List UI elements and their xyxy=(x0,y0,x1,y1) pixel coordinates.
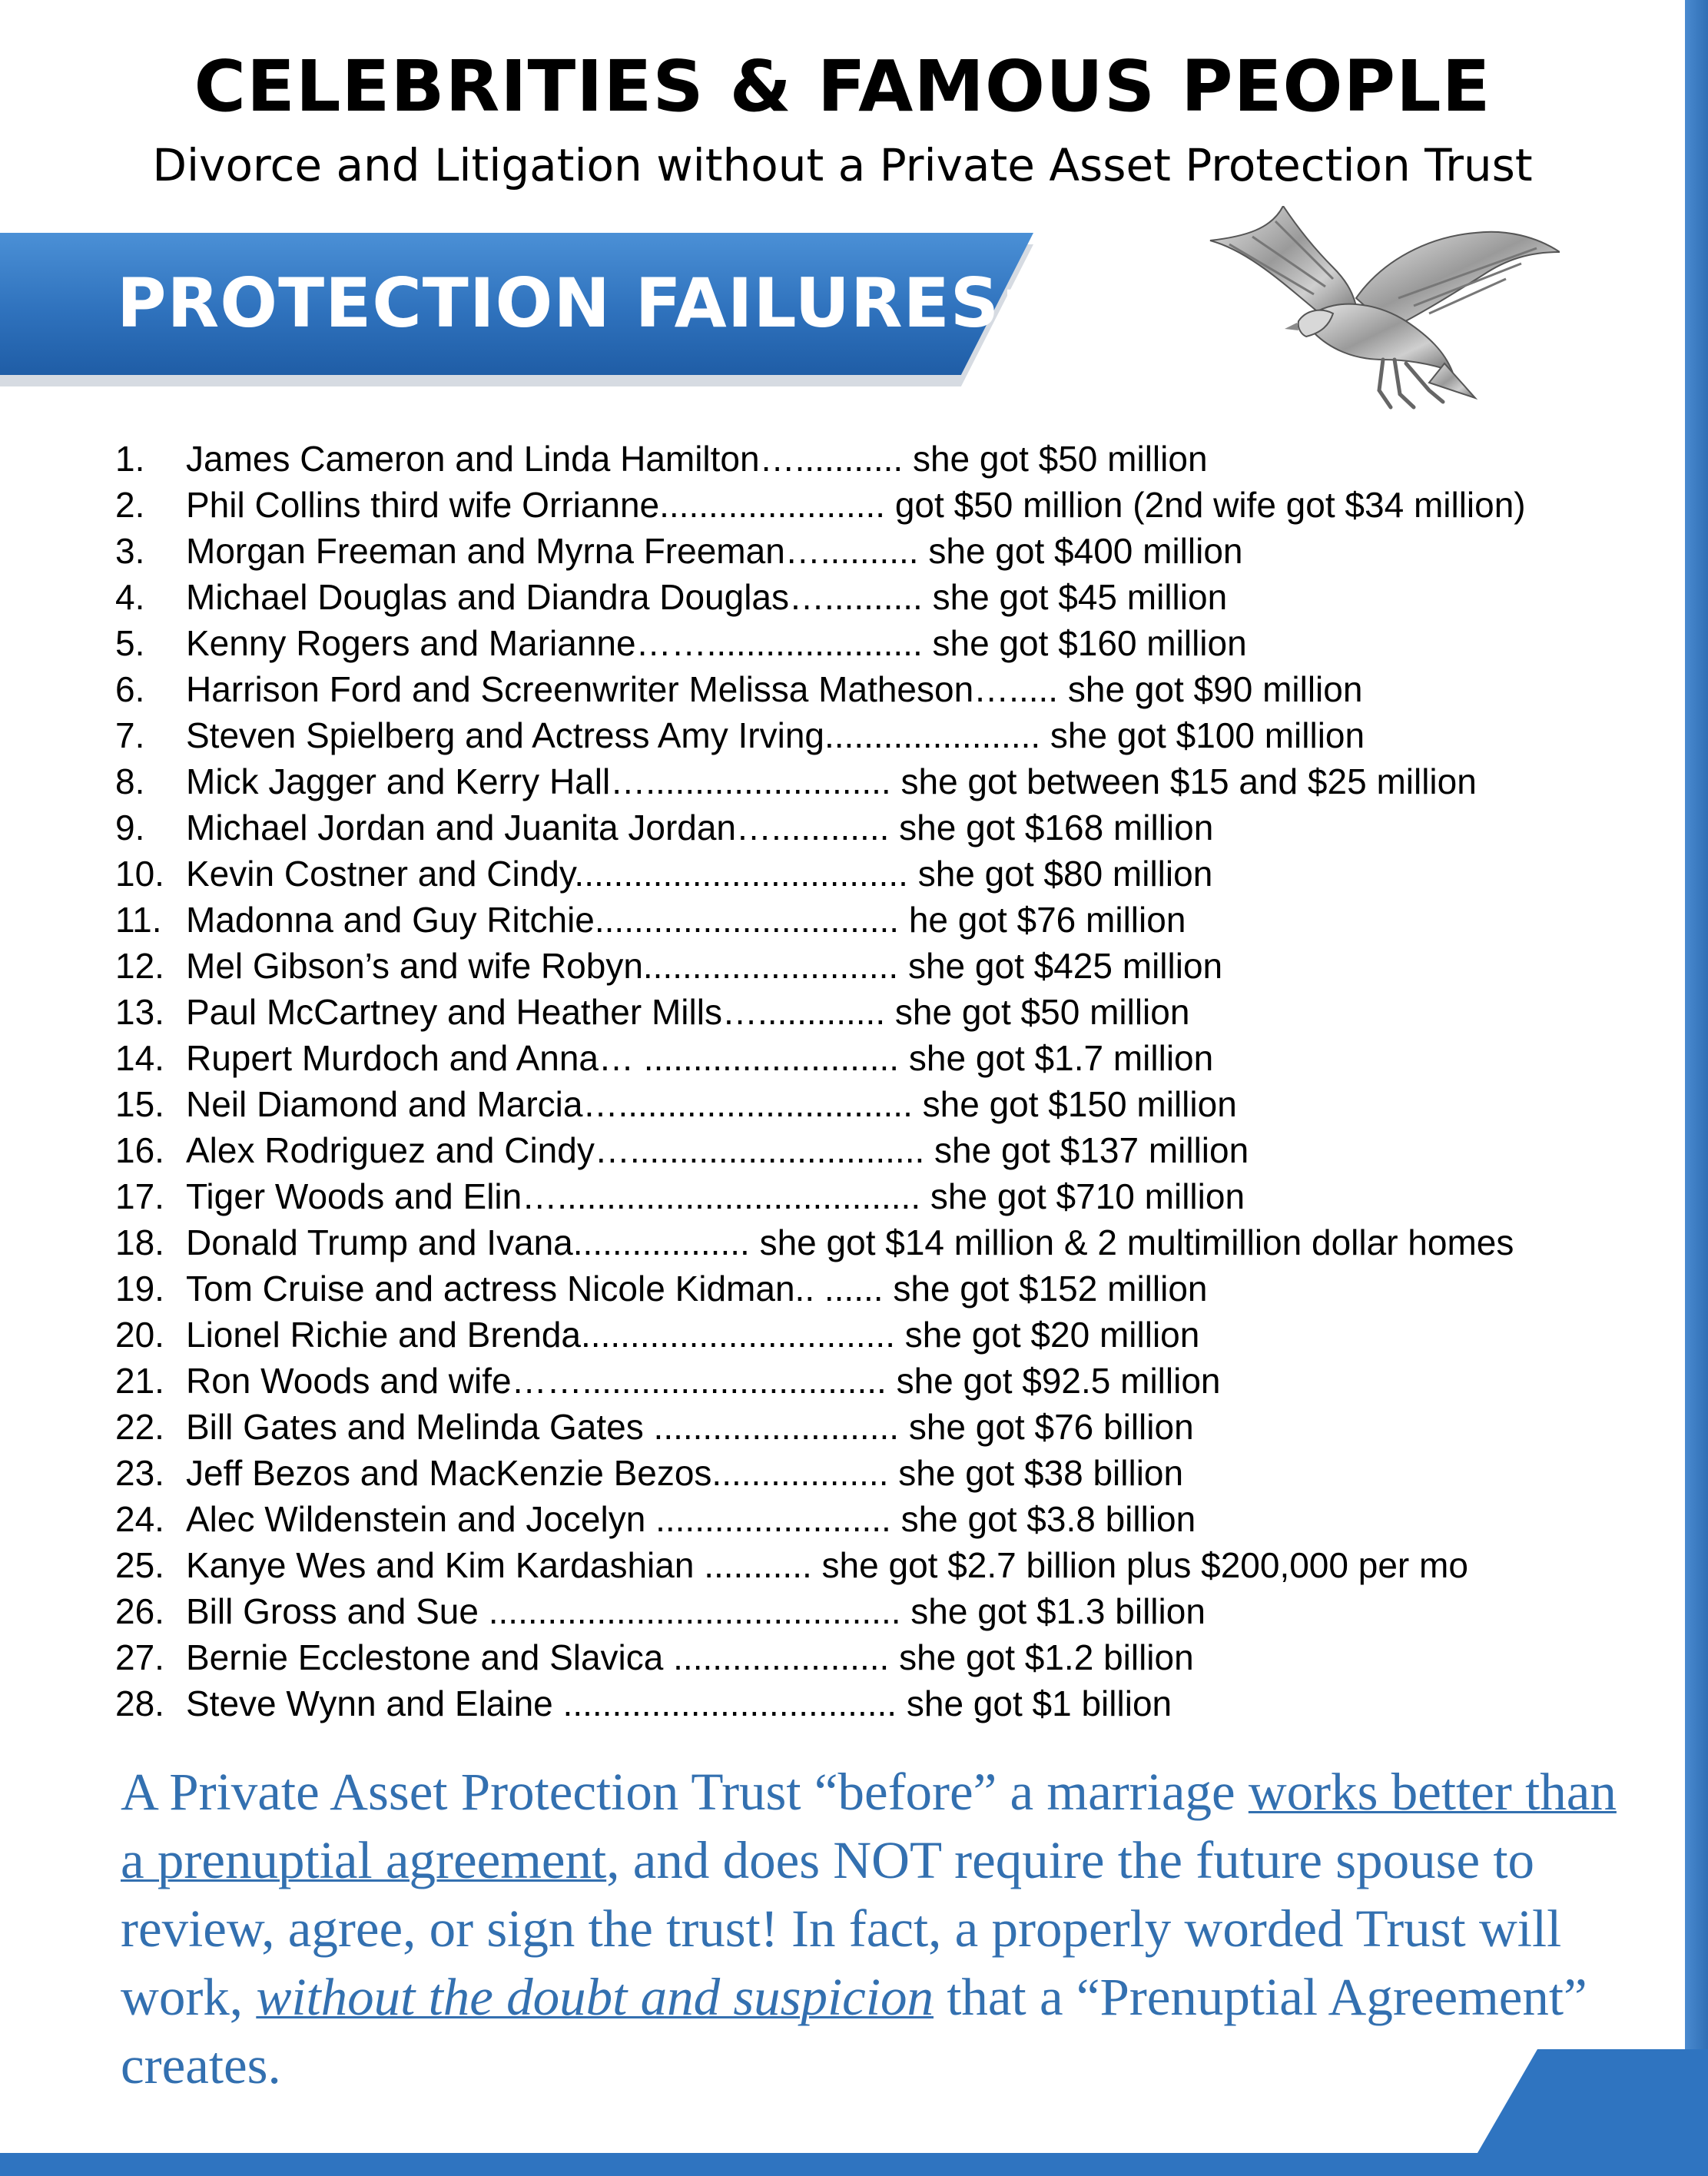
list-item-text: Kenny Rogers and Marianne……...................... she got $160 million xyxy=(186,623,1247,663)
list-item-text: Alex Rodriguez and Cindy….............................. she got $137 million xyxy=(186,1130,1249,1170)
list-item-text: Bill Gates and Melinda Gates ......................... she got $76 billion xyxy=(186,1407,1194,1447)
list-item-number: 11. xyxy=(115,900,162,940)
list-item-number: 4. xyxy=(115,577,145,617)
list-item-text: Bill Gross and Sue .......................................... she got $1.3 billion xyxy=(186,1591,1206,1631)
list-item-text: Donald Trump and Ivana.................. she got $14 million & 2 multimillion dollar homes xyxy=(186,1222,1514,1262)
list-item-number: 13. xyxy=(115,992,164,1032)
list-item-text: Paul McCartney and Heather Mills…............. she got $50 million xyxy=(186,992,1190,1032)
list-item xyxy=(115,1173,1690,1219)
list-item-text: Mel Gibson’s and wife Robyn.......................... she got $425 million xyxy=(186,946,1223,986)
list-item xyxy=(115,989,1690,1035)
page-subtitle: Divorce and Litigation without a Private Asset Protection Trust xyxy=(152,139,1533,191)
list-item xyxy=(115,1127,1690,1173)
list-item-number: 14. xyxy=(115,1038,164,1078)
list-item xyxy=(115,1450,1690,1496)
list-item-number: 16. xyxy=(115,1130,164,1170)
list-item xyxy=(115,528,1690,574)
list-item xyxy=(115,1265,1690,1312)
list-item-text: Tiger Woods and Elin…..................................... she got $710 million xyxy=(186,1176,1245,1216)
list-item-number: 12. xyxy=(115,946,164,986)
list-item-number: 24. xyxy=(115,1499,164,1539)
list-item-number: 7. xyxy=(115,715,145,755)
eagle-icon xyxy=(1199,206,1560,413)
list-item xyxy=(115,1588,1690,1634)
list-item-number: 28. xyxy=(115,1683,164,1723)
list-item xyxy=(115,1680,1690,1727)
list-item-number: 22. xyxy=(115,1407,164,1447)
list-item xyxy=(115,851,1690,897)
list-item xyxy=(115,1404,1690,1450)
closing-text-3: that a “Prenuptial Agreement” creates. xyxy=(121,1968,1587,2095)
list-item-text: Michael Douglas and Diandra Douglas….......... she got $45 million xyxy=(186,577,1228,617)
list-item xyxy=(115,1358,1690,1404)
list-item-number: 10. xyxy=(115,854,164,894)
list-item xyxy=(115,758,1690,804)
list-item-text: Tom Cruise and actress Nicole Kidman.. ...... she got $152 million xyxy=(186,1269,1208,1309)
list-item-number: 6. xyxy=(115,669,145,709)
list-item-number: 9. xyxy=(115,808,145,848)
list-item xyxy=(115,1081,1690,1127)
list-item xyxy=(115,943,1690,989)
list-item xyxy=(115,804,1690,851)
list-item-number: 19. xyxy=(115,1269,164,1309)
list-item-text: Ron Woods and wife……............................... she got $92.5 million xyxy=(186,1361,1221,1401)
list-item-number: 17. xyxy=(115,1176,164,1216)
list-item-number: 21. xyxy=(115,1361,164,1401)
list-item xyxy=(115,482,1690,528)
list-item-text: Mick Jagger and Kerry Hall…......................... she got between $15 and $25 million xyxy=(186,761,1477,801)
list-item-text: James Cameron and Linda Hamilton…........... she got $50 million xyxy=(186,439,1208,479)
list-item-number: 15. xyxy=(115,1084,164,1124)
list-item-text: Rupert Murdoch and Anna… .......................... she got $1.7 million xyxy=(186,1038,1214,1078)
doubt-suspicion-link[interactable]: without the doubt and suspicion xyxy=(256,1968,934,2026)
prenup-comparison-link[interactable]: works better than a prenuptial agreement xyxy=(121,1763,1617,1889)
list-item-text: Jeff Bezos and MacKenzie Bezos.................. she got $38 billion xyxy=(186,1453,1184,1493)
list-item-text: Michael Jordan and Juanita Jordan…............ she got $168 million xyxy=(186,808,1214,848)
list-item-number: 2. xyxy=(115,485,145,525)
list-item xyxy=(115,1219,1690,1265)
list-item-number: 27. xyxy=(115,1637,164,1677)
list-item xyxy=(115,1035,1690,1081)
list-item xyxy=(115,574,1690,620)
list-item-text: Neil Diamond and Marcia….............................. she got $150 million xyxy=(186,1084,1237,1124)
list-item-number: 20. xyxy=(115,1315,164,1355)
list-item xyxy=(115,1496,1690,1542)
list-item xyxy=(115,436,1690,482)
list-item xyxy=(115,620,1690,666)
section-banner-label: PROTECTION FAILURES: xyxy=(117,264,1028,343)
list-item-text: Alec Wildenstein and Jocelyn ........................ she got $3.8 billion xyxy=(186,1499,1196,1539)
list-item xyxy=(115,712,1690,758)
list-item-number: 1. xyxy=(115,439,145,479)
list-item-text: Steven Spielberg and Actress Amy Irving...................... she got $100 million xyxy=(186,715,1365,755)
closing-paragraph xyxy=(121,1758,1650,2100)
list-item xyxy=(115,666,1690,712)
list-item xyxy=(115,1312,1690,1358)
list-item-number: 23. xyxy=(115,1453,164,1493)
list-item-number: 8. xyxy=(115,761,145,801)
protection-failures-list xyxy=(115,436,1690,1727)
bottom-edge-bar xyxy=(0,2153,1708,2176)
list-item-text: Steve Wynn and Elaine .................................. she got $1 billion xyxy=(186,1683,1172,1723)
list-item xyxy=(115,897,1690,943)
list-item-text: Bernie Ecclestone and Slavica ...................... she got $1.2 billion xyxy=(186,1637,1194,1677)
list-item-number: 26. xyxy=(115,1591,164,1631)
list-item xyxy=(115,1634,1690,1680)
list-item-text: Morgan Freeman and Myrna Freeman….......... she got $400 million xyxy=(186,531,1243,571)
page-title: CELEBRITIES & FAMOUS PEOPLE xyxy=(194,45,1491,128)
list-item-text: Harrison Ford and Screenwriter Melissa Matheson…..... she got $90 million xyxy=(186,669,1363,709)
list-item-text: Lionel Richie and Brenda................................ she got $20 million xyxy=(186,1315,1200,1355)
closing-text-2: , and does NOT require the future spouse to review, agree, or sign the trust! In fact, a properly worded Trust will work, xyxy=(121,1831,1562,2026)
list-item-number: 25. xyxy=(115,1545,164,1585)
list-item-text: Phil Collins third wife Orrianne....................... got $50 million (2nd wife got $34 million) xyxy=(186,485,1526,525)
closing-text-1: A Private Asset Protection Trust “before” a marriage xyxy=(121,1763,1249,1821)
list-item-text: Kanye Wes and Kim Kardashian ........... she got $2.7 billion plus $200,000 per mo xyxy=(186,1545,1468,1585)
list-item-text: Kevin Costner and Cindy.................................. she got $80 million xyxy=(186,854,1213,894)
list-item-number: 18. xyxy=(115,1222,164,1262)
list-item xyxy=(115,1542,1690,1588)
list-item-text: Madonna and Guy Ritchie............................... he got $76 million xyxy=(186,900,1186,940)
list-item-number: 3. xyxy=(115,531,145,571)
list-item-number: 5. xyxy=(115,623,145,663)
